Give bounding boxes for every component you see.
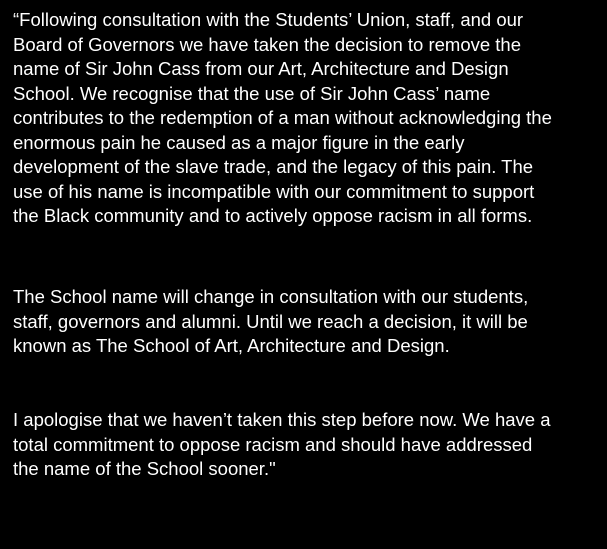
statement-paragraph-1: “Following consultation with the Students’ Union, staff, and our Board of Governors we have taken the decision to remove the name of Sir John Cass from our Art, Architecture and Design School. We recognise that the use of Sir John Cass’ name contributes to the redemption of a man without acknowledging the enormous pain he caused as a major figure in the early development of the slave trade, and the legacy of this pain. The use of his name is incompatible with our commitment to support the Black community and to actively oppose racism in all forms. — [13, 9, 552, 226]
statement-paragraph-3: I apologise that we haven’t taken this step before now. We have a total commitment to oppose racism and should have addressed the name of the School sooner." — [13, 409, 551, 479]
statement-paragraph-2: The School name will change in consultation with our students, staff, governors and alumni. Until we reach a decision, it will be known as The School of Art, Architecture and Design. — [13, 286, 529, 356]
